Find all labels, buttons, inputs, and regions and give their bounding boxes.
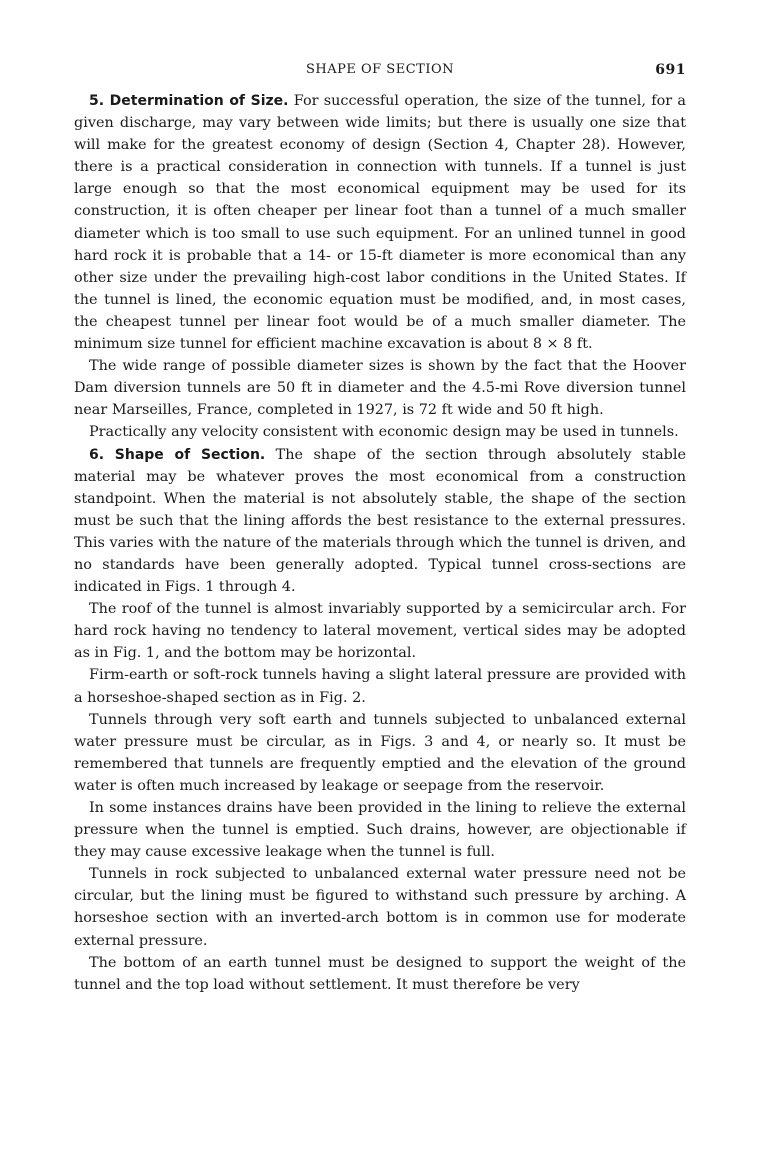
page (74, 0, 686, 996)
paragraph (74, 355, 686, 421)
paragraph-determination-of-size (74, 90, 686, 355)
paragraph-text: Tunnels in rock subjected to unbalanced external water pressure need not be circular, but the lining must be figured to withstand such pressure by arching. A horseshoe section with an inverted-arch bottom is in common use for moderate external pressure. (74, 866, 686, 949)
paragraph-shape-of-section (74, 444, 686, 599)
paragraph-text: Firm-earth or soft-rock tunnels having a slight lateral pressure are provided with a horseshoe-shaped section as in Fig. 2. (74, 667, 686, 706)
body-text (74, 90, 686, 996)
paragraph-text: The roof of the tunnel is almost invariably supported by a semicircular arch. For hard rock having no tendency to lateral movement, vertical sides may be adopted as in Fig. 1, and the bottom may be horizontal. (74, 601, 686, 662)
paragraph (74, 421, 686, 443)
page-header (74, 58, 686, 90)
paragraph-text: The bottom of an earth tunnel must be designed to support the weight of the tunnel and the top load without settlement. It must therefore be very (74, 954, 686, 993)
section-heading-5: 5. Determination of Size. (89, 93, 289, 109)
paragraph-text: The wide range of possible diameter sizes is shown by the fact that the Hoover Dam diversion tunnels are 50 ft in diameter and the 4.5-mi Rove diversion tunnel near Marseilles, France, completed in 1927, is 72 ft wide and 50 ft high. (74, 358, 686, 419)
paragraph (74, 709, 686, 797)
page-number: 691 (655, 62, 686, 78)
paragraph-text: Practically any velocity consistent with economic design may be used in tunnels. (89, 424, 679, 441)
running-head: SHAPE OF SECTION (306, 62, 454, 77)
paragraph-text: The shape of the section through absolutely stable material may be whatever proves the most economical from a construction standpoint. When the material is not absolutely stable, the shape of the section must be such that the lining affords the best resistance to the external pressures. This varies with the nature of the materials through which the tunnel is driven, and no standards have been generally adopted. Typical tunnel cross-sections are indicated in Figs. 1 through 4. (74, 446, 686, 596)
paragraph (74, 863, 686, 951)
paragraph-text: In some instances drains have been provided in the lining to relieve the external pressure when the tunnel is emptied. Such drains, however, are objectionable if they may cause excessive leakage when the tunnel is full. (74, 800, 686, 861)
paragraph (74, 952, 686, 996)
paragraph-text: For successful operation, the size of the tunnel, for a given discharge, may vary between wide limits; but there is usually one size that will make for the greatest economy of design (Section 4, Chapter 28). However, there is a practical consideration in connection with tunnels. If a tunnel is just large enough so that the most economical equipment may be used for its construction, it is often cheaper per linear foot than a tunnel of a much smaller diameter which is too small to use such equipment. For an unlined tunnel in good hard rock it is probable that a 14- or 15-ft diameter is more economical than any other size under the prevailing high-cost labor conditions in the United States. If the tunnel is lined, the economic equation must be modified, and, in most cases, the cheapest tunnel per linear foot would be of a much smaller diameter. The minimum size tunnel for efficient machine excavation is about 8 × 8 ft. (74, 93, 686, 353)
paragraph (74, 797, 686, 863)
paragraph (74, 598, 686, 664)
section-heading-6: 6. Shape of Section. (89, 446, 266, 463)
paragraph-text: Tunnels through very soft earth and tunnels subjected to unbalanced external water pressure must be circular, as in Figs. 3 and 4, or nearly so. It must be remembered that tunnels are frequently emptied and the elevation of the ground water is often much increased by leakage or seepage from the reservoir. (74, 711, 686, 794)
paragraph (74, 664, 686, 708)
